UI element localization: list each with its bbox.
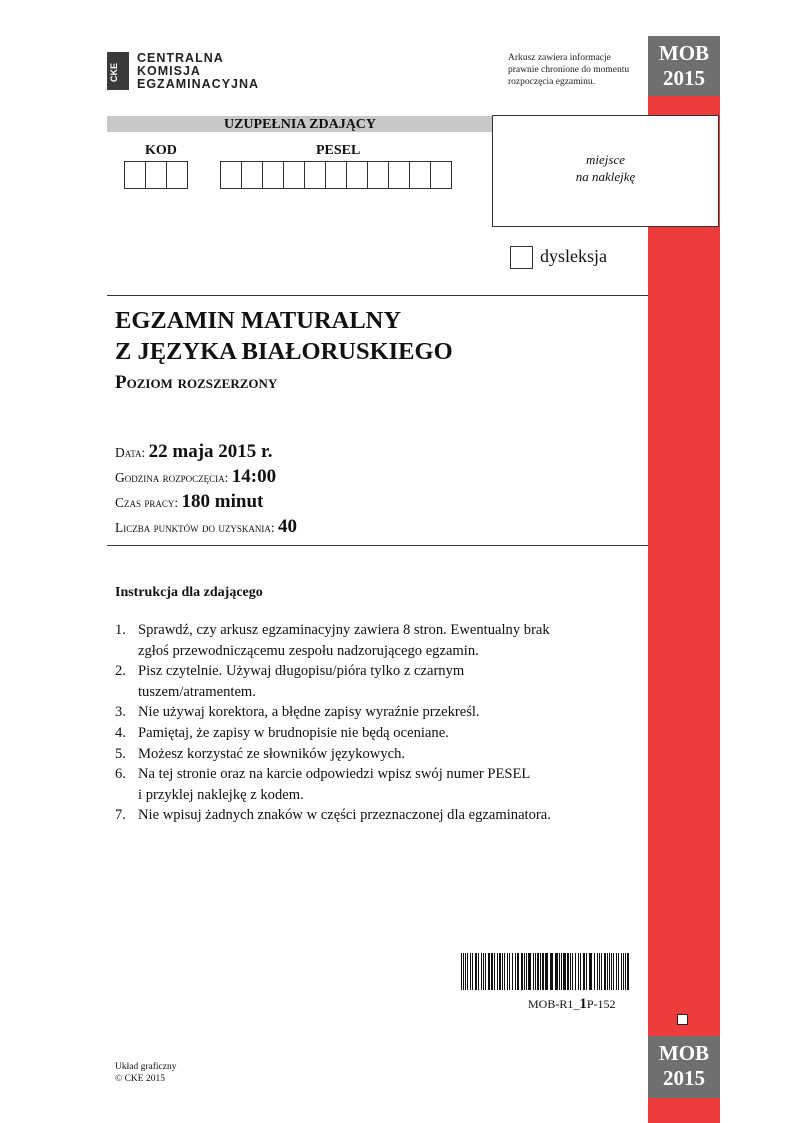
legal-note: [508, 52, 643, 88]
barcode-bar: [483, 953, 484, 990]
barcode-bar: [604, 953, 606, 990]
logo-text: [137, 52, 259, 91]
instruction-item: [115, 744, 635, 765]
kod-cell[interactable]: [166, 161, 188, 189]
barcode-bar: [478, 953, 479, 990]
pesel-cell[interactable]: [409, 161, 431, 189]
barcode-bar: [594, 953, 595, 990]
barcode-bar: [481, 953, 482, 990]
barcode-bar: [512, 953, 513, 990]
exam-title: EGZAMIN MATURALNY: [115, 307, 402, 334]
barcode-bar: [613, 953, 614, 990]
barcode-suffix: P-152: [586, 997, 616, 1011]
barcode-bar: [561, 953, 562, 990]
logo-line: EGZAMINACYJNA: [137, 77, 260, 91]
kod-cell[interactable]: [145, 161, 167, 189]
marker-square: [677, 1014, 688, 1025]
barcode-bar: [521, 953, 523, 990]
barcode-bar: [625, 953, 626, 990]
pesel-cell[interactable]: [325, 161, 347, 189]
barcode-bar: [570, 953, 571, 990]
barcode-bar: [463, 953, 464, 990]
barcode-bar: [504, 953, 505, 990]
candidate-fill-label: UZUPEŁNIA ZDAJĄCY: [223, 117, 377, 132]
barcode-bar: [517, 953, 519, 990]
instruction-number: 4.: [115, 724, 126, 741]
barcode-bar: [542, 953, 544, 990]
meta-start-value: 14:00: [231, 466, 277, 487]
barcode-bar: [499, 953, 501, 990]
barcode-bar: [465, 953, 466, 990]
instruction-line: Nie wpisuj żadnych znaków w części przeznaczonej dla egzaminatora.: [138, 807, 551, 824]
barcode-bar: [572, 953, 573, 990]
divider: [107, 545, 648, 546]
instruction-line: Możesz korzystać ze słowników językowych.: [138, 745, 406, 762]
pesel-label: PESEL: [316, 143, 361, 158]
logo-mark-text: CKE: [109, 62, 119, 82]
barcode-bar: [555, 953, 558, 990]
barcode-icon: [461, 953, 631, 990]
barcode-bar: [623, 953, 624, 990]
exam-code: MOB: [658, 41, 710, 65]
dyslexia-checkbox[interactable]: [510, 246, 533, 269]
barcode-bar: [485, 953, 486, 990]
logo-line: CENTRALNA: [137, 51, 224, 65]
pesel-cell[interactable]: [430, 161, 452, 189]
barcode-bar: [533, 953, 534, 990]
barcode-bar: [567, 953, 569, 990]
pesel-cell[interactable]: [262, 161, 284, 189]
pesel-cell[interactable]: [241, 161, 263, 189]
instruction-line: Na tej stronie oraz na karcie odpowiedzi wpisz swój numer PESEL: [138, 766, 531, 783]
instruction-item: [115, 620, 635, 661]
exam-subject: Z JĘZYKA BIAŁORUSKIEGO: [115, 338, 453, 365]
legal-line: prawnie chronione do momentu: [508, 65, 630, 75]
meta-date-label: Data:: [115, 445, 146, 460]
kod-input-cells: [124, 161, 187, 189]
footer-line: © CKE 2015: [115, 1074, 165, 1084]
instructions-title: Instrukcja dla zdającego: [115, 585, 263, 600]
pesel-cell[interactable]: [367, 161, 389, 189]
barcode-bar: [597, 953, 598, 990]
pesel-input-cells: [220, 161, 451, 189]
instruction-number: 7.: [115, 807, 126, 824]
kod-label: KOD: [145, 143, 177, 158]
instruction-line: tuszem/atramentem.: [138, 683, 256, 700]
barcode-bar: [515, 953, 516, 990]
barcode-bar: [470, 953, 471, 990]
exam-code-bottom: [648, 1036, 720, 1098]
barcode-bar: [575, 953, 576, 990]
barcode-bar: [616, 953, 617, 990]
barcode-bar: [472, 953, 473, 990]
barcode-bar: [580, 953, 581, 990]
sticker-line: miejsce: [586, 152, 625, 167]
instruction-line: Pamiętaj, że zapisy w brudnopisie nie będą oceniane.: [138, 724, 449, 741]
instruction-number: 3.: [115, 704, 126, 721]
barcode-bar: [537, 953, 539, 990]
barcode-bar: [509, 953, 510, 990]
legal-line: rozpoczęcia egzaminu.: [508, 77, 596, 87]
instruction-item: [115, 723, 635, 744]
exam-year: 2015: [663, 66, 705, 90]
barcode-prefix: MOB-R1_: [528, 997, 580, 1011]
sticker-line: na naklejkę: [575, 169, 636, 184]
barcode-label: [528, 996, 616, 1013]
barcode-bar: [545, 953, 548, 990]
meta-points: [115, 515, 297, 540]
barcode-bar: [540, 953, 541, 990]
pesel-cell[interactable]: [346, 161, 368, 189]
meta-duration-label: Czas pracy:: [115, 495, 179, 510]
barcode-bar: [535, 953, 536, 990]
dyslexia-label: dysleksja: [540, 246, 607, 266]
barcode-bar: [621, 953, 622, 990]
barcode-bar: [461, 953, 462, 990]
instruction-number: 1.: [115, 622, 126, 638]
barcode-bar: [488, 953, 490, 990]
barcode-bar: [497, 953, 498, 990]
sticker-placeholder: [492, 115, 719, 227]
barcode-bar: [507, 953, 508, 990]
instruction-number: 5.: [115, 745, 126, 762]
barcode-bar: [599, 953, 600, 990]
meta-start: [115, 465, 276, 490]
barcode-bar: [578, 953, 579, 990]
barcode-bar: [563, 953, 566, 990]
instruction-number: 6.: [115, 766, 126, 783]
logo-line: KOMISJA: [137, 64, 201, 78]
barcode-bar: [627, 953, 629, 990]
barcode-bar: [618, 953, 619, 990]
barcode-bar: [475, 953, 477, 990]
meta-duration: [115, 490, 263, 515]
instruction-item: [115, 805, 635, 826]
meta-start-label: Godzina rozpoczęcia:: [115, 470, 229, 485]
exam-code: MOB: [658, 1041, 710, 1065]
barcode-bar: [583, 953, 585, 990]
pesel-cell[interactable]: [388, 161, 410, 189]
pesel-cell[interactable]: [304, 161, 326, 189]
instruction-line: Sprawdź, czy arkusz egzaminacyjny zawiera 8 stron. Ewentualny brak: [138, 622, 550, 638]
barcode-bold: 1: [579, 996, 587, 1012]
barcode-bar: [550, 953, 553, 990]
instruction-line: Nie używaj korektora, a błędne zapisy wyraźnie przekreśl.: [138, 704, 480, 721]
barcode-bar: [609, 953, 610, 990]
pesel-cell[interactable]: [283, 161, 305, 189]
barcode-bar: [586, 953, 587, 990]
barcode-bar: [467, 953, 468, 990]
meta-points-label: Liczba punktów do uzyskania:: [115, 520, 275, 535]
exam-code-top: [648, 36, 720, 96]
instruction-item: [115, 661, 635, 702]
instructions-list: [115, 620, 635, 826]
meta-points-value: 40: [278, 516, 297, 537]
barcode-bar: [494, 953, 495, 990]
barcode-bar: [491, 953, 493, 990]
instruction-item: [115, 764, 635, 805]
exam-level: Poziom rozszerzony: [115, 372, 278, 393]
pesel-cell[interactable]: [220, 161, 242, 189]
footer: [115, 1061, 176, 1085]
barcode-bar: [607, 953, 608, 990]
barcode-bar: [502, 953, 503, 990]
barcode-bar: [601, 953, 602, 990]
barcode-bar: [524, 953, 525, 990]
instruction-line: zgłoś przewodniczącemu zespołu nadzorującego egzamin.: [138, 642, 479, 659]
exam-year: 2015: [663, 1066, 705, 1090]
footer-line: Układ graficzny: [115, 1062, 177, 1072]
instruction-number: 2.: [115, 663, 126, 680]
instruction-line: i przyklej naklejkę z kodem.: [138, 786, 304, 803]
kod-cell[interactable]: [124, 161, 146, 189]
barcode-bar: [559, 953, 560, 990]
cke-logo-icon: [107, 52, 129, 90]
divider: [107, 295, 648, 296]
barcode-bar: [611, 953, 612, 990]
meta-duration-value: 180 minut: [181, 491, 264, 512]
meta-date-value: 22 maja 2015 r.: [148, 441, 273, 462]
barcode-bar: [526, 953, 527, 990]
barcode-bar: [589, 953, 592, 990]
instruction-line: Pisz czytelnie. Używaj długopisu/pióra tylko z czarnym: [138, 663, 465, 680]
instruction-item: [115, 702, 635, 723]
legal-line: Arkusz zawiera informacje: [508, 53, 611, 63]
barcode-bar: [528, 953, 531, 990]
meta-date: [115, 440, 273, 465]
